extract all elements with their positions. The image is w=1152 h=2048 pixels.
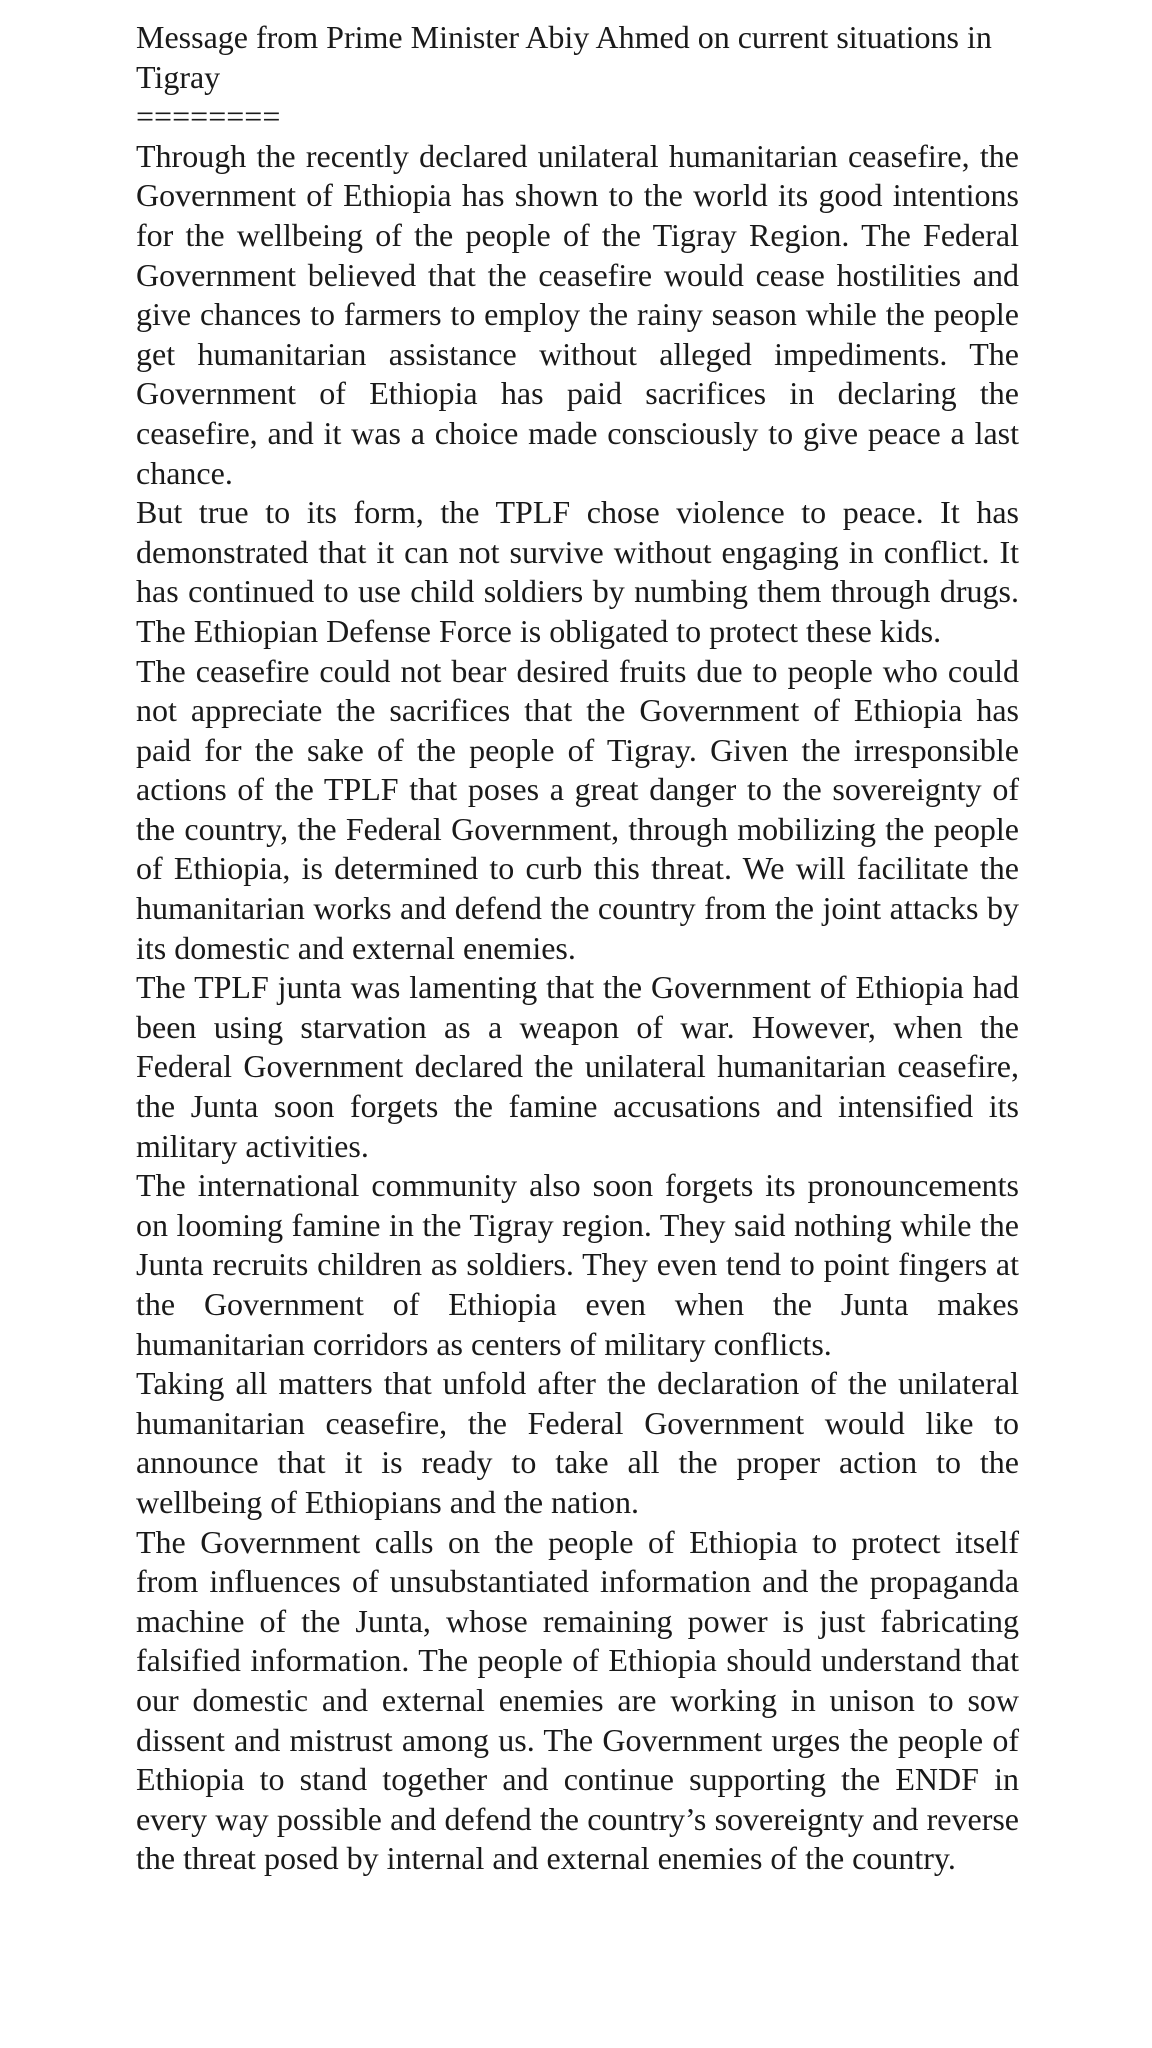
paragraph-call-to-people: The Government calls on the people of Ethiopia to protect itself from influences of unsubstantiated information and the propaganda machine of the Junta, whose remaining power is just fabricating falsified information. The people of Ethiopia should understand that our domestic and external enemies are working in unison to sow dissent and mistrust among us. The Government urges the people of Ethiopia to stand together and continue supporting the ENDF in every way possible and defend the country’s sovereignty and reverse the threat posed by internal and external enemies of the country. (136, 1523, 1019, 1877)
document-title: Message from Prime Minister Abiy Ahmed on current situations in Tigray (136, 19, 992, 95)
paragraph-starvation-claims: The TPLF junta was lamenting that the Government of Ethiopia had been using starvation as a weapon of war. However, when the Federal Government declared the unilateral humanitarian ceasefire, the Junta soon forgets the famine accusations and intensified its military activities. (136, 969, 1019, 1164)
paragraph-ceasefire-declaration: Through the recently declared unilateral humanitarian ceasefire, the Government of Ethiopia has shown to the world its good intentions for the wellbeing of the people of the Tigray Region. The Federal Government believed that the ceasefire would cease hostilities and give chances to farmers to employ the rainy season while the people get humanitarian assistance without alleged impediments. The Government of Ethiopia has paid sacrifices in declaring the ceasefire, and it was a choice made consciously to give peace a last chance. (136, 137, 1019, 491)
paragraph-international-community: The international community also soon forgets its pronouncements on looming famine in the Tigray region. They said nothing while the Junta recruits children as soldiers. They even tend to point fingers at the Government of Ethiopia even when the Junta makes humanitarian corridors as centers of military conflicts. (136, 1167, 1019, 1362)
paragraph-tplf-violence: But true to its form, the TPLF chose violence to peace. It has demonstrated that it can not survive without engaging in conflict. It has continued to use child soldiers by numbing them through drugs. The Ethiopian Defense Force is obligated to protect these kids. (136, 494, 1019, 649)
paragraph-ceasefire-outcome: The ceasefire could not bear desired fruits due to people who could not appreciate the sacrifices that the Government of Ethiopia has paid for the sake of the people of Tigray. Given the irresponsible actions of the TPLF that poses a great danger to the sovereignty of the country, the Federal Government, through mobilizing the people of Ethiopia, is determined to curb this threat. We will facilitate the humanitarian works and defend the country from the joint attacks by its domestic and external enemies. (136, 652, 1019, 966)
document-body (136, 18, 1019, 1879)
title-divider: ======== (136, 98, 281, 135)
paragraph-government-announcement: Taking all matters that unfold after the declaration of the unilateral humanitarian ceasefire, the Federal Government would like to announce that it is ready to take all the proper action to the wellbeing of Ethiopians and the nation. (136, 1365, 1019, 1520)
